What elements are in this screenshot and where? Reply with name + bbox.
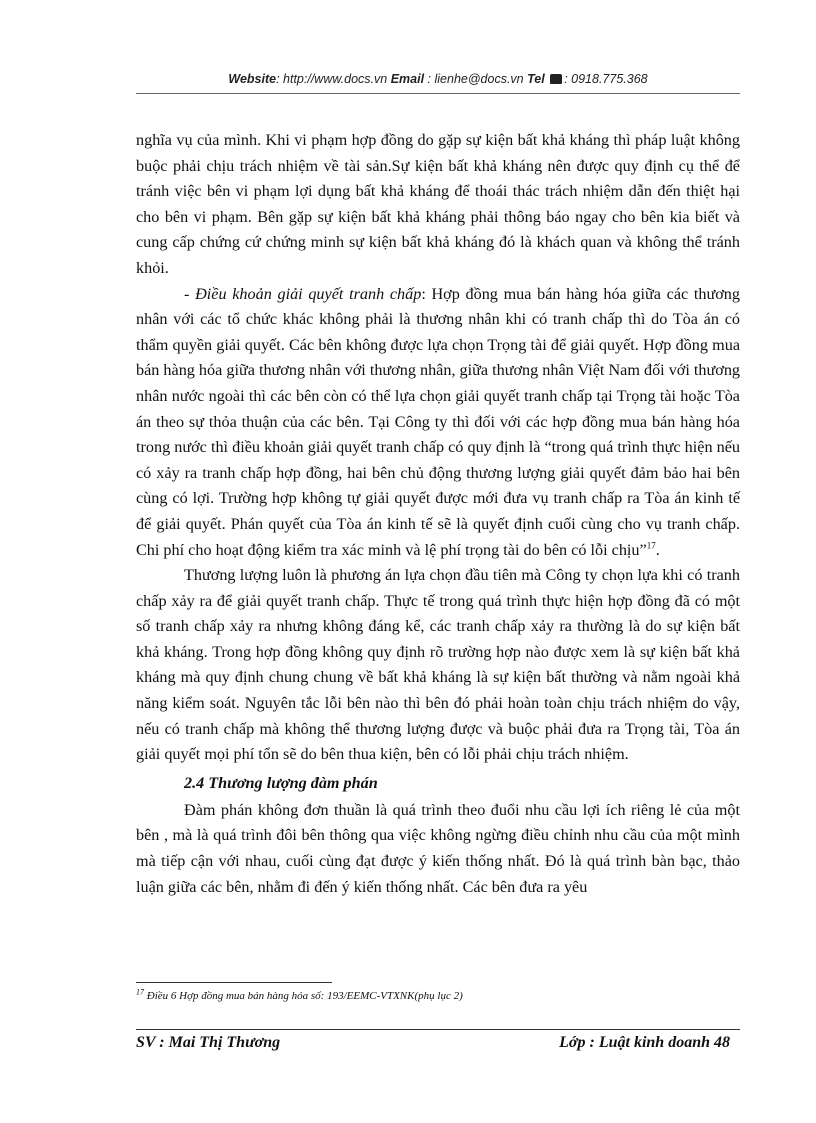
document-body [136, 128, 740, 900]
paragraph-3: Thương lượng luôn là phương án lựa chọn đầu tiên mà Công ty chọn lựa khi có tranh chấp xảy ra để giải quyết tranh chấp. Thực tế trong quá trình thực hiện hợp đồng đã có một số tranh chấp xảy ra nhưng không đáng kể, các tranh chấp xảy ra thường là do sự kiện bất khả kháng. Trong hợp đồng không quy định rõ trường hợp nào được xem là sự kiện bất khả kháng mà quy định chung chung về bất khả kháng là sự kiện bất thường và nằm ngoài khả năng kiểm soát. Nguyên tắc lỗi bên nào thì bên đó phải hoàn toàn chịu trách nhiệm do vậy, nếu có tranh chấp mà không thể thương lượng được và buộc phải đưa ra Trọng tài, Tòa án giải quyết mọi phí tổn sẽ do bên thua kiện, bên có lỗi phải chịu trách nhiệm. [136, 566, 740, 764]
footer-student: SV : Mai Thị Thương [136, 1034, 281, 1051]
footnote-rule [136, 982, 332, 983]
page-header [136, 72, 740, 86]
phone-icon [550, 74, 562, 84]
paragraph-2-term: Điều khoản giải quyết tranh chấp [195, 284, 422, 303]
footer-class: Lớp : Luật kinh doanh 48 [559, 1034, 730, 1051]
paragraph-2 [136, 282, 740, 564]
header-rule [136, 93, 740, 94]
paragraph-2-text: : Hợp đồng mua bán hàng hóa giữa các thương nhân với các tổ chức khác không phải là thương nhân khi có tranh chấp thì do Tòa án có thẩm quyền giải quyết. Các bên không được lựa chọn Trọng tài để giải quyết. Hợp đồng mua bán hàng hóa giữa thương nhân với thương nhân, giữa thương nhân Việt Nam đối với thương nhân nước ngoài thì các bên còn có thể lựa chọn giải quyết tranh chấp tại Trọng tài hoặc Tòa án theo sự thỏa thuận của các bên. Tại Công ty thì đối với các hợp đồng mua bán hàng hóa trong nước thì điều khoản giải quyết tranh chấp có quy định là “trong quá trình thực hiện nếu có xảy ra tranh chấp hợp đồng, hai bên chủ động thương lượng giải quyết đảm bảo hai bên cùng có lợi. Trường hợp không tự giải quyết được mới đưa vụ tranh chấp ra Tòa án kinh tế để giải quyết. Phán quyết của Tòa án kinh tế sẽ là quyết định cuối cùng cho vụ tranh chấp. Chi phí cho hoạt động kiểm tra xác minh và lệ phí trọng tài do bên có lỗi chịu” [136, 284, 741, 559]
website-url: : http://www.docs.vn [276, 72, 391, 86]
paragraph-4: Đàm phán không đơn thuần là quá trình theo đuổi nhu cầu lợi ích riêng lẻ của một bên , mà là quá trình đôi bên thông qua việc không ngừng điều chỉnh nhu cầu của một mình mà tiếp cận với nhau, cuối cùng đạt được ý kiến thống nhất. Đó là quá trình bàn bạc, thảo luận giữa các bên, nhằm đi đến ý kiến thống nhất. Các bên đưa ra yêu [136, 800, 740, 896]
website-label: Website [228, 72, 277, 86]
email-value: : lienhe@docs.vn [424, 72, 528, 86]
tel-value: : 0918.775.368 [564, 72, 648, 86]
paragraph-2-end: . [655, 540, 660, 559]
footnote-text: Điều 6 Hợp đồng mua bán hàng hóa số: 193/EEMC-VTXNK(phụ lục 2) [144, 990, 463, 1002]
paragraph-1: nghĩa vụ của mình. Khi vi phạm hợp đồng do gặp sự kiện bất khả kháng thì pháp luật không buộc phải chịu trách nhiệm về tài sản.Sự kiện bất khả kháng nên được quy định cụ thể để tránh việc bên vi phạm lợi dụng bất khả kháng để thoái thác trách nhiệm dẫn đến thiệt hại cho bên vi phạm. Bên gặp sự kiện bất khả kháng phải thông báo ngay cho bên kia biết và cung cấp chứng cứ chứng minh sự kiện bất khả kháng đó là khách quan và không thể tránh khỏi. [136, 131, 740, 277]
footnote-number: 17 [136, 987, 144, 997]
section-heading: 2.4 Thương lượng đàm phán [184, 773, 378, 792]
email-label: Email [390, 72, 425, 86]
footer-rule [136, 1029, 740, 1030]
paragraph-2-prefix: - [184, 284, 196, 303]
tel-label: Tel [527, 72, 545, 86]
footnote [136, 987, 740, 1002]
footnote-ref: 17 [646, 540, 656, 551]
